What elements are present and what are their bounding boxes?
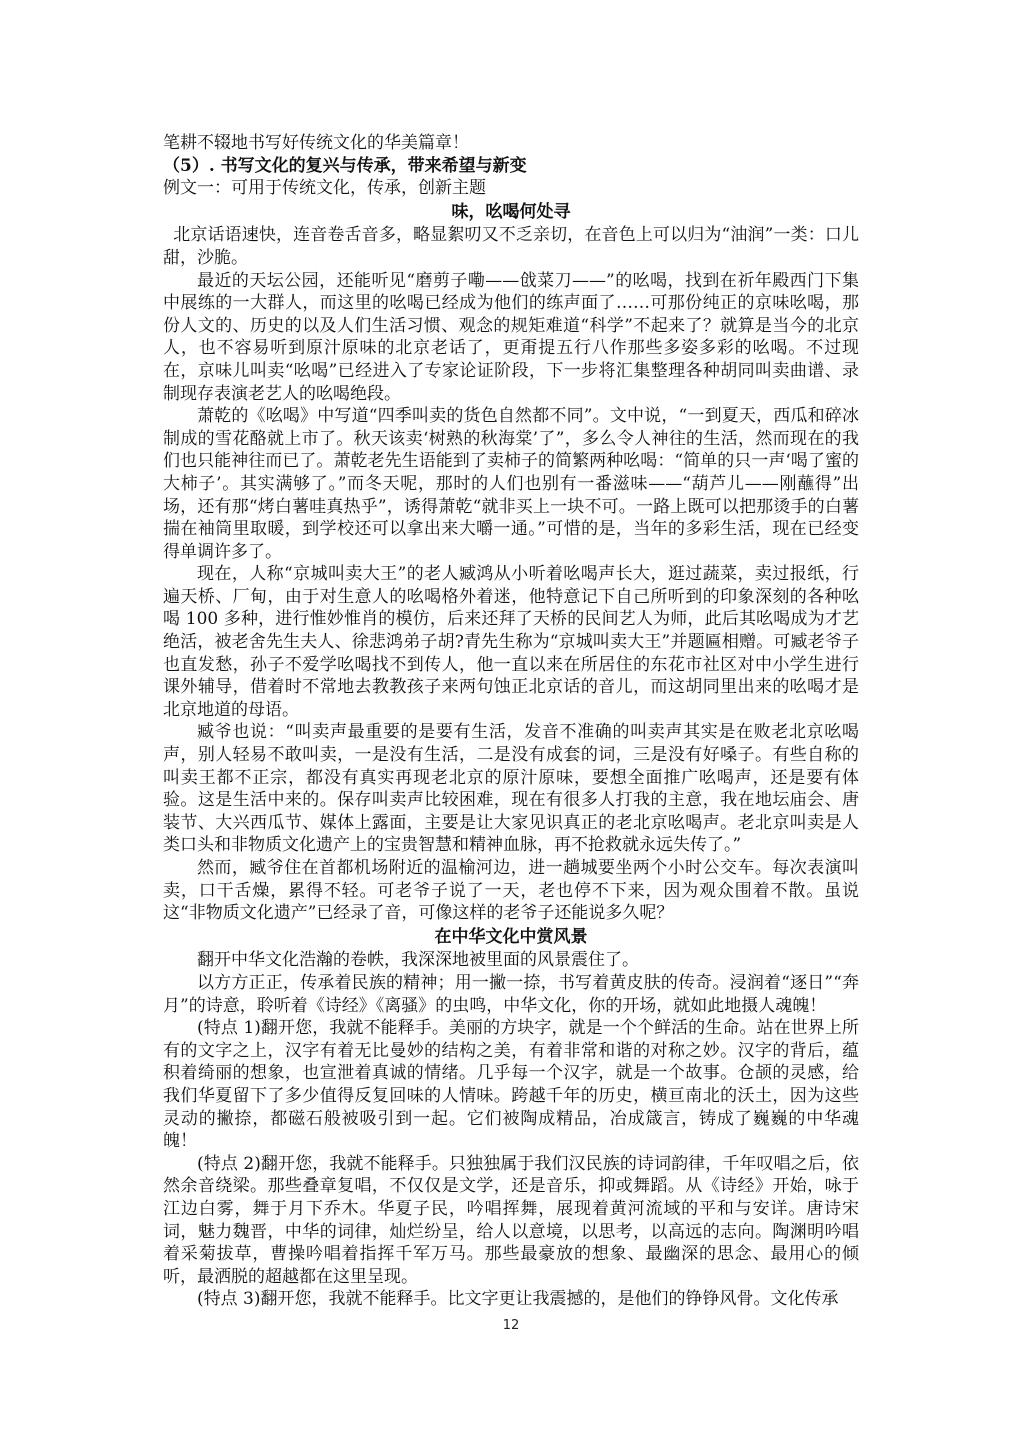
essay1-paragraph-5: 臧爷也说：“叫卖声最重要的是要有生活，发音不准确的叫卖声其实是在败老北京吆喝声，别人轻易不敢叫卖，一是没有生活，二是没有成套的词，三是没有好嗓子。有些自称的叫卖王都不正宗，都没有真实再现老北京的原汁原味，要想全面推广吆喝声，还是要有体验。这是生活中来的。保存叫卖声比较困难，现在有很多人打我的主意，我在地坛庙会、唐装节、大兴西瓜节、媒体上露面，主要是让大家见识真正的老北京吆喝声。老北京叫卖是人类口头和非物质文化遗产上的宝贵智慧和精神血脉，再不抢救就永远失传了。”	[163, 722, 859, 856]
example-label: 例文一：可用于传统文化，传承，创新主题	[163, 178, 486, 199]
essay1-paragraph-4: 现在，人称“京城叫卖大王”的老人臧鸿从小听着吆喝声长大，逛过蔬菜，卖过报纸，行遍天桥、厂甸，由于对生意人的吆喝格外着迷，他特意记下自己所听到的印象深刻的各种吆喝 100 多种，进行惟妙惟肖的模仿，后来还拜了天桥的民间艺人为师，此后其吆喝成为才艺绝活，被老舍先生夫人、徐悲鸿弟子胡?青先生称为“京城叫卖大王”并题匾相赠。可臧老爷子也直发愁，孙子不爱学吆喝找不到传人，他一直以来在所居住的东花市社区对中小学生进行课外辅导，借着时不常地去教教孩子来两句蚀正北京话的音儿，而这胡同里出来的吆喝才是北京地道的母语。	[163, 564, 859, 720]
essay2-paragraph-3: (特点 1)翻开您，我就不能释手。美丽的方块字，就是一个个鲜活的生命。站在世界上所有的文字之上，汉字有着无比曼妙的结构之美，有着非常和谐的对称之妙。汉字的背后，蕴积着绮丽的想象，也宣泄着真诚的情绪。几乎每一个汉字，就是一个故事。仓颉的灵感，给我们华夏留下了多少值得反复回味的人情味。跨越千年的历史，横亘南北的沃土，因为这些灵动的撇捺，都磁石般被吸引到一起。它们被陶成精品，冶成箴言，铸成了巍巍的中华魂魄！	[163, 1018, 859, 1152]
essay2-paragraph-5: (特点 3)翻开您，我就不能释手。比文字更让我震撼的，是他们的铮铮风骨。文化传承	[197, 1289, 839, 1310]
essay1-paragraph-6: 然而，臧爷住在首都机场附近的温榆河边，进一趟城要坐两个小时公交车。每次表演叫卖，口干舌燥，累得不轻。可老爷子说了一天，老也停不下来，因为观众围着不散。虽说这“非物质文化遗产”已经录了音，可像这样的老爷子还能说多久呢？	[163, 858, 859, 924]
essay1-paragraph-3: 萧乾的《吆喝》中写道“四季叫卖的货色自然都不同”。文中说，“一到夏天，西瓜和碎冰制成的雪花酪就上市了。秋天该卖‘树熟的秋海棠’了”，多么令人神往的生活，然而现在的我们也只能神往而已了。萧乾老先生语能到了卖柿子的简繁两种吆喝：“简单的只一声‘喝了蜜的大柿子’。其实满够了。”而冬天呢，那时的人们也别有一番滋味——“葫芦儿——刚蘸得”出场，还有那“烤白薯哇真热乎”，诱得萧乾“就非买上一块不可。一路上既可以把那烫手的白薯揣在袖筒里取暖，到学校还可以拿出来大嚼一通。”可惜的是，当年的多彩生活，现在已经变得单调许多了。	[163, 406, 859, 562]
essay1-paragraph-2: 最近的天坛公园，还能听见“磨剪子嘞——戗菜刀——”的吆喝，找到在祈年殿西门下集中展练的一大群人，而这里的吆喝已经成为他们的练声面了……可那份纯正的京味吆喝，那份人文的、历史的以及人们生活习惯、观念的规矩难道“科学”不起来了？就算是当今的北京人，也不容易听到原汁原味的北京老话了，更甭提五行八作那些多姿多彩的吆喝。不过现在，京味儿叫卖“吆喝”已经进入了专家论证阶段，下一步将汇集整理各种胡同叫卖曲谱、录制现存表演老艺人的吆喝绝段。	[163, 270, 859, 404]
document-page	[163, 132, 859, 1311]
section-heading: （5）. 书写文化的复兴与传承，带来希望与新变	[163, 155, 527, 176]
essay1-title: 味，吆喝何处寻	[451, 201, 571, 222]
essay2-title: 在中华文化中赏风景	[434, 926, 588, 947]
essay2-paragraph-2: 以方方正正，传承着民族的精神；用一撇一捺，书写着黄皮肤的传奇。浸润着“逐日”“奔月”的诗意，聆听着《诗经》《离骚》的虫鸣，中华文化，你的开场，就如此地摄人魂魄！	[163, 972, 859, 1016]
page-number: 12	[502, 1318, 520, 1333]
essay2-paragraph-4: (特点 2)翻开您，我就不能释手。只独独属于我们汉民族的诗词韵律，千年叹唱之后，依然余音绕梁。那些叠章复唱，不仅仅是文学，还是音乐，抑或舞蹈。从《诗经》开始，咏于江边白雾，舞于月下乔木。华夏子民，吟唱挥舞，展现着黄河流域的平和与安详。唐诗宋词，魅力魏晋，中华的词律，灿烂纷呈，给人以意境，以思考，以高远的志向。陶渊明吟唱着采菊拔草，曹操吟唱着指挥千军万马。那些最豪放的想象、最幽深的思念、最用心的倾听，最洒脱的超越都在这里呈现。	[163, 1153, 859, 1287]
essay1-paragraph-1: 北京话语速快，连音卷舌音多，略显絮叨又不乏亲切，在音色上可以归为“油润”一类：口儿甜，沙脆。	[163, 225, 859, 268]
essay2-paragraph-1: 翻开中华文化浩瀚的卷帙，我深深地被里面的风景震住了。	[197, 950, 639, 971]
opening-line: 笔耕不辍地书写好传统文化的华美篇章！	[163, 133, 469, 153]
